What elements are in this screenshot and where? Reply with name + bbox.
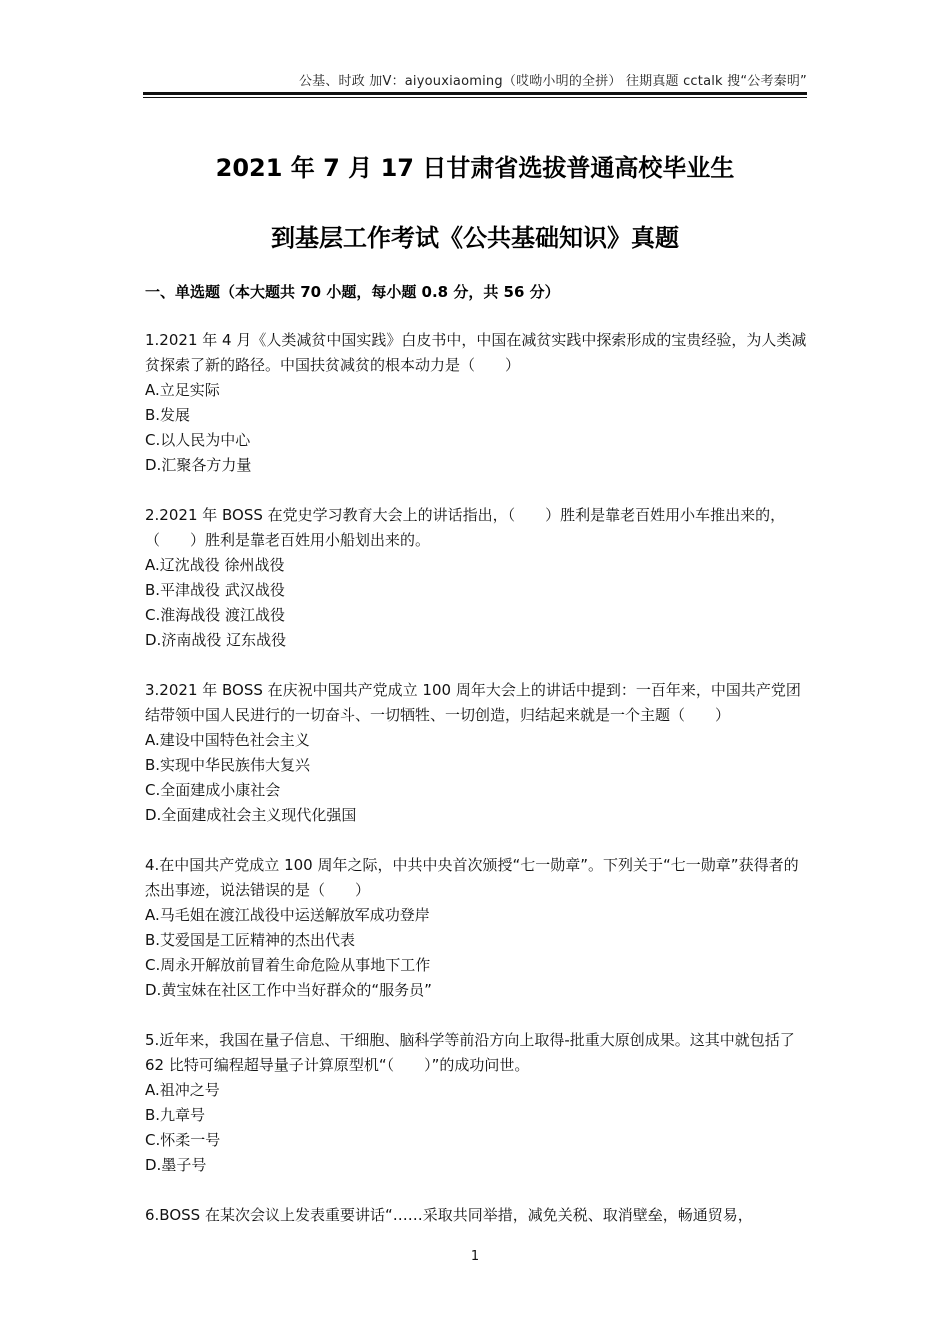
option-a: A.马毛姐在渡江战役中运送解放军成功登岸 [145, 906, 430, 924]
option-c: C.怀柔一号 [145, 1131, 221, 1149]
question-4 [145, 853, 807, 1003]
document-title-line-1: 2021 年 7 月 17 日甘肃省选拔普通高校毕业生 [215, 154, 735, 182]
question-1 [145, 328, 807, 478]
page-header: 公基、时政 加V：aiyouxiaoming（哎呦小明的全拼） 往期真题 cctalk 搜“公考秦明” [298, 74, 807, 89]
question-6 [145, 1203, 807, 1228]
option-d: D.汇聚各方力量 [145, 456, 252, 474]
question-list [145, 328, 807, 1253]
option-b: B.发展 [145, 406, 191, 424]
option-b: B.实现中华民族伟大复兴 [145, 756, 311, 774]
question-stem: 5.近年来，我国在量子信息、干细胞、脑科学等前沿方向上取得-批重大原创成果。这其中就包括了 62 比特可编程超导量子计算原型机“（ ）”的成功问世。 [145, 1031, 795, 1074]
option-d: D.黄宝妹在社区工作中当好群众的“服务员” [145, 981, 432, 999]
option-d: D.全面建成社会主义现代化强国 [145, 806, 357, 824]
question-stem: 1.2021 年 4 月《人类减贫中国实践》白皮书中，中国在减贫实践中探索形成的宝贵经验，为人类减贫探索了新的路径。中国扶贫减贫的根本动力是（ ） [145, 331, 807, 374]
option-b: B.艾爱国是工匠精神的杰出代表 [145, 931, 356, 949]
question-stem: 4.在中国共产党成立 100 周年之际，中共中央首次颁授“七一勋章”。下列关于“七一勋章”获得者的杰出事迹，说法错误的是（ ） [145, 856, 799, 899]
option-d: D.济南战役 辽东战役 [145, 631, 287, 649]
header-rule-thin [143, 97, 807, 98]
question-2 [145, 503, 807, 653]
option-a: A.祖冲之号 [145, 1081, 220, 1099]
option-c: C.淮海战役 渡江战役 [145, 606, 286, 624]
option-c: C.全面建成小康社会 [145, 781, 281, 799]
option-a: A.立足实际 [145, 381, 220, 399]
question-stem: 2.2021 年 BOSS 在党史学习教育大会上的讲话指出，（ ）胜利是靠老百姓用小车推出来的，（ ）胜利是靠老百姓用小船划出来的。 [145, 506, 786, 549]
option-c: C.周永开解放前冒着生命危险从事地下工作 [145, 956, 431, 974]
question-stem: 6.BOSS 在某次会议上发表重要讲话“……采取共同举措，减免关税、取消壁垒，畅通贸易， [145, 1206, 753, 1224]
page-number: 1 [470, 1249, 480, 1264]
option-c: C.以人民为中心 [145, 431, 251, 449]
option-a: A.建设中国特色社会主义 [145, 731, 310, 749]
header-rule-thick [143, 92, 807, 95]
option-a: A.辽沈战役 徐州战役 [145, 556, 285, 574]
option-b: B.九章号 [145, 1106, 206, 1124]
question-5 [145, 1028, 807, 1178]
option-b: B.平津战役 武汉战役 [145, 581, 285, 599]
question-3 [145, 678, 807, 828]
question-stem: 3.2021 年 BOSS 在庆祝中国共产党成立 100 周年大会上的讲话中提到：一百年来，中国共产党团结带领中国人民进行的一切奋斗、一切牺牲、一切创造，归结起来就是一个主题（ ） [145, 681, 801, 724]
section-heading: 一、单选题（本大题共 70 小题，每小题 0.8 分，共 56 分） [145, 283, 560, 301]
option-d: D.墨子号 [145, 1156, 207, 1174]
document-title-line-2: 到基层工作考试《公共基础知识》真题 [271, 224, 679, 252]
